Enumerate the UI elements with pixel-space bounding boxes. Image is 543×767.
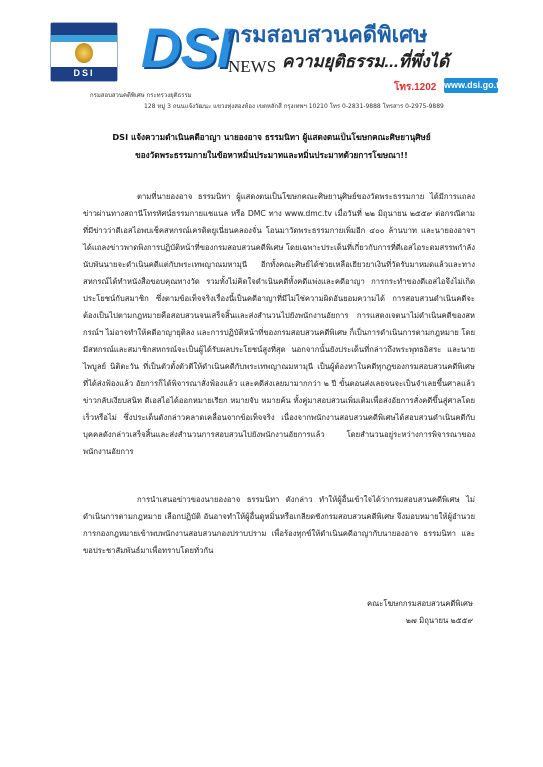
headline-line-2: ของวัดพระธรรมกายในข้อหาหมิ่นประมาทและหมิ่นประมาทด้วยการโฆษณา!! bbox=[135, 150, 408, 160]
slogan: ความยุติธรรม...ที่พึ่งได้ bbox=[282, 52, 449, 71]
news-label: NEWS bbox=[228, 57, 277, 76]
organization-address: 128 หมู่ 3 ถนนแจ้งวัฒนะ แขวงทุ่งสองห้อง เขตหลักสี่ กรุงเทพฯ 10210 โทร 0-2831-9888 โทรสาร 0-2975-9889 bbox=[144, 103, 444, 110]
dsi-wordmark: DSI bbox=[141, 16, 232, 79]
letterhead bbox=[0, 0, 543, 110]
garuda-seal-icon bbox=[75, 43, 93, 63]
hotline-number: โทร.1202 bbox=[394, 82, 437, 93]
headline bbox=[40, 128, 503, 164]
signature-block bbox=[353, 595, 473, 629]
signature-date: ๒๗ มิถุนายน ๒๕๕๙ bbox=[405, 616, 473, 625]
headline-line-1: DSI แจ้งความดำเนินคดีอาญา นายองอาจ ธรรมนิทา ผู้แสดงตนเป็นโฆษกคณะศิษยานุศิษย์ bbox=[112, 132, 431, 142]
website-badge: www.dsi.go.th bbox=[444, 78, 498, 93]
body-paragraph-1: ตามที่นายองอาจ ธรรมนิทา ผู้แสดงตนเป็นโฆษกคณะศิษยานุศิษย์ของวัดพระธรรมกาย ได้มีการแถลงข่าวผ่านทางสถานีโทรทัศน์ธรรมกายแชแนล หรือ DMC ทาง www.dmc.tv เมื่อวันที่ ๒๒ มิถุนายน ๒๕๕๙ ต่อกรณีตามที่มีข่าวว่าดีเอสไอพบเช็คสหกรณ์เครดิตยูเนี่ยนคลองจั่น โอนมาวัดพระธรรมกายเพิ่มอีก ๔๐๐ ล้านบาท และนายองอาจฯ ได้แถลงข่าวพาดพิงการปฏิบัติหน้าที่ของกรมสอบสวนคดีพิเศษ โดยเฉพาะประเด็นที่เกี่ยวกับการที่ดีเอสไอระดมสรรพกำลังนับพันนายจะดำเนินคดีแต่กับพระเทพญาณมหามุนี อีกทั้งคณะศิษย์ได้ช่วยเหลือเยียวยาเงินที่วัดรับมาหมดแล้วและทางสหกรณ์ได้ทำหนังสือขอบคุณทางวัด รวมทั้งไม่คิดใจดำเนินคดีทั้งคดีแพ่งและคดีอาญา การกระทำของดีเอสไอจึงไม่เกิดประโยชน์กับสมาชิก ซึ่งตามข้อเท็จจริงเรื่องนี้เป็นคดีอาญาที่มีไม่ใช่ความผิดอันยอมความได้ การสอบสวนดำเนินคดีจะต้องเป็นไปตามกฎหมายคือสอบสวนจนเสร็จสิ้นและส่งสำนวนไปยังพนักงานอัยการ การแสดงเจตนาไม่ดำเนินคดีของสหกรณ์ฯ ไม่อาจทำให้คดีอาญายุติลง และการปฏิบัติหน้าที่ของกรมสอบสวนคดีพิเศษ ก็เป็นการดำเนินการตามกฎหมาย โดยมีสหกรณ์และสมาชิกสหกรณ์จะเป็นผู้ได้รับผลประโยชน์สูงที่สุด นอกจากนั้นยังประเด็นที่กล่าวถึงพระพุทธอิสระ และนายไพบูลย์ นิติตะวัน ที่เป็นตัวตั้งตัวตีให้ดำเนินคดีกับพระเทพญาณมหามุนี เป็นผู้ต้องหาในคดีทุกฎของกรมสอบสวนคดีพิเศษที่ได้ส่งฟ้องแล้ว อัยการก็ได้พิจารณาสั่งฟ้องแล้ว และคดีส่งเลยมามากกว่า ๒ ปี ขั้นตอนส่งเลยจนจะเป็นจำเลยขึ้นศาลแล้ว ข่าวกลับเงียบสนิท ดีเอสไอได้ออกหมายเรียก หมายจับ หมายค้น ทั้งคู่มาสอบสวนเพิ่มเติมเพื่อส่งอัยการสั่งคดีขึ้นสู่ศาลโดยเร็วหรือไม่ ซึ่งประเด็นดังกล่าวคลาดเคลื่อนจากข้อเท็จจริง เนื่องจากพนักงานสอบสวนคดีพิเศษได้สอบสวนดำเนินคดีกับบุคคลดังกล่าวเสร็จสิ้นและส่งสำนวนการสอบสวนไปยังพนักงานอัยการแล้ว โดยสำนวนอยู่ระหว่างการพิจารณาของพนักงานอัยการ bbox=[83, 192, 475, 456]
dsi-emblem-logo bbox=[50, 22, 118, 82]
organization-subtitle: กรมสอบสวนคดีพิเศษ กระทรวงยุติธรรม bbox=[90, 92, 192, 99]
logo-label: DSI bbox=[73, 68, 95, 78]
logo-top-band bbox=[51, 23, 117, 35]
body-paragraph-2: การนำเสนอข่าวของนายองอาจ ธรรมนิทา ดังกล่าว ทำให้ผู้อื่นเข้าใจได้ว่ากรมสอบสวนคดีพิเศษ ไม่ดำเนินการตามกฎหมาย เลือกปฏิบัติ อันอาจทำให้ผู้อื่นดูหมิ่นหรือเกลียดชังกรมสอบสวนคดีพิเศษ จึงมอบหมายให้ผู้อำนวยการกองกฎหมายเข้าพบพนักงานสอบสวนกองปราบปราม เพื่อร้องทุกข์ให้ดำเนินคดีอาญากับนายองอาจ ธรรมนิทา และขอประชาสัมพันธ์มาเพื่อทราบโดยทั่วกัน bbox=[83, 495, 475, 555]
department-name: กรมสอบสวนคดีพิเศษ bbox=[227, 22, 428, 47]
logo-middle-band bbox=[51, 35, 117, 42]
signature-organization: คณะโฆษกกรมสอบสวนคดีพิเศษ bbox=[366, 599, 473, 608]
